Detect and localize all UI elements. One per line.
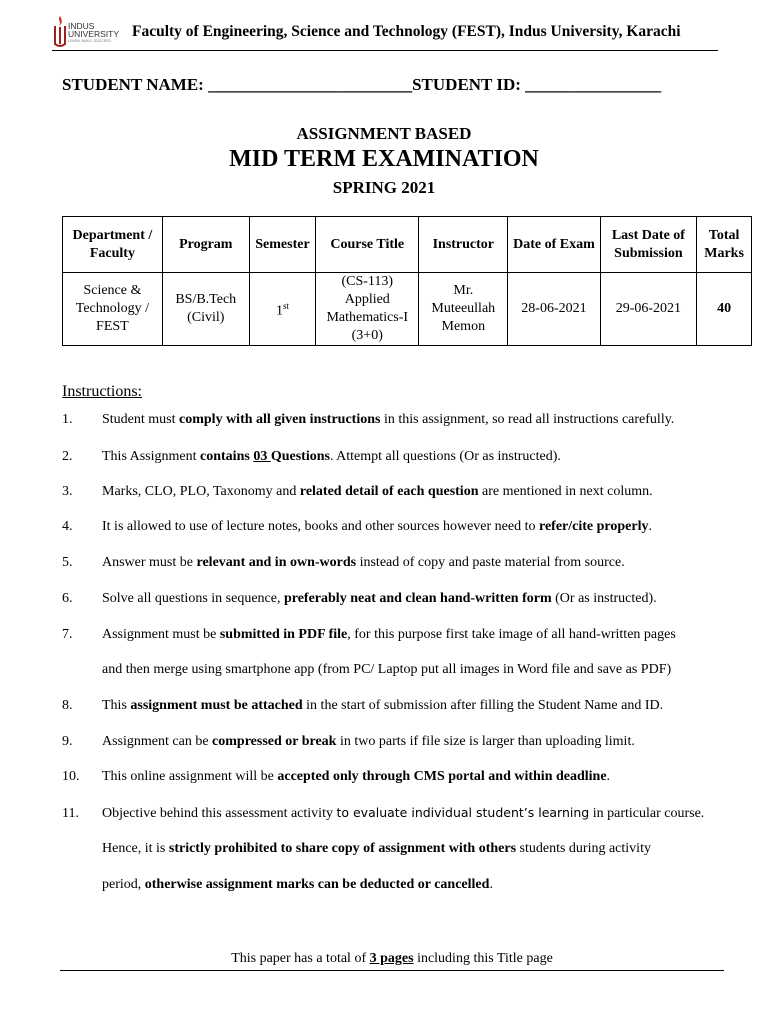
item-text: . <box>648 519 652 534</box>
item-text: Student must <box>102 412 180 427</box>
title-mid-term: MID TERM EXAMINATION <box>229 146 539 172</box>
item-bold: submitted in PDF file <box>219 627 348 642</box>
instruction-item <box>62 412 674 428</box>
item-bold: preferably neat and clean hand-written form <box>283 591 552 606</box>
item-bold: assignment must be attached <box>130 698 303 713</box>
item-text: Solve all questions in sequence, <box>102 591 284 606</box>
item-text: in particular course. <box>589 806 705 821</box>
instruction-item <box>62 555 625 571</box>
item-text: students during activity <box>516 841 651 856</box>
title-assignment-based: ASSIGNMENT BASED <box>296 124 472 143</box>
exam-info-table <box>62 216 752 346</box>
instruction-item <box>62 519 652 535</box>
item-bold-underline: 03 <box>253 449 271 464</box>
logo-line2: UNIVERSITY <box>68 29 120 39</box>
student-info-line <box>62 75 661 95</box>
cell-department: Science & Technology / FEST <box>63 273 163 346</box>
university-logo <box>52 14 126 48</box>
instruction-item <box>62 449 561 465</box>
item-text: . Attempt all questions (Or as instructed). <box>329 449 561 464</box>
item-bold: Questions <box>270 449 330 464</box>
item-number: 9. <box>62 734 73 749</box>
item-bold: contains <box>200 449 254 464</box>
header-total-marks: Total Marks <box>697 217 752 273</box>
header-course-title: Course Title <box>316 217 419 273</box>
item-bold: relevant and in own-words <box>196 555 357 570</box>
instruction-continuation <box>102 877 493 893</box>
instruction-item <box>62 484 653 500</box>
semester-suffix: st <box>282 301 289 312</box>
item-text: instead of copy and paste material from source. <box>356 555 625 570</box>
item-number: 6. <box>62 591 73 606</box>
item-bold: strictly prohibited to share copy of assignment with others <box>168 841 517 856</box>
footer-text: This paper has a total of <box>231 951 370 966</box>
item-number: 10. <box>62 769 80 784</box>
instruction-item <box>62 734 635 750</box>
table-row <box>63 273 752 346</box>
instruction-item <box>62 627 676 643</box>
item-text: Assignment must be <box>102 627 220 642</box>
item-text-sans: to evaluate individual student’s learning <box>336 805 590 820</box>
instruction-item <box>62 698 663 714</box>
student-id-field: ________________ <box>525 75 662 94</box>
header-title: Faculty of Engineering, Science and Technology (FEST), Indus University, Karachi <box>132 23 681 40</box>
item-text: Objective behind this assessment activity <box>102 806 337 821</box>
item-text: (Or as instructed). <box>551 591 657 606</box>
item-bold: compressed or break <box>212 734 337 749</box>
item-bold: accepted only through CMS portal and within deadline <box>277 769 607 784</box>
logo-line1: INDUS <box>68 21 95 31</box>
cell-course-title <box>316 273 419 346</box>
semester-value: 1 <box>275 303 283 319</box>
title-semester: SPRING 2021 <box>332 178 436 197</box>
cell-instructor: Mr. Muteeullah Memon <box>419 273 508 346</box>
cell-last-date: 29-06-2021 <box>600 273 697 346</box>
cell-date-exam: 28-06-2021 <box>508 273 600 346</box>
item-text: in the start of submission after filling the Student Name and ID. <box>302 698 664 713</box>
course-name: Applied Mathematics-I <box>326 292 409 325</box>
student-name-label: STUDENT NAME: <box>62 75 204 94</box>
header-semester: Semester <box>249 217 316 273</box>
item-text: in this assignment, so read all instructions carefully. <box>380 412 675 427</box>
item-text: This <box>102 698 131 713</box>
instruction-item <box>62 805 704 822</box>
item-bold: comply with all given instructions <box>179 412 381 427</box>
table-header-row <box>63 217 752 273</box>
student-name-field: ________________________ <box>208 75 413 94</box>
item-number: 4. <box>62 519 73 534</box>
header-date-exam: Date of Exam <box>508 217 600 273</box>
item-number: 8. <box>62 698 73 713</box>
item-text: This online assignment will be <box>102 769 278 784</box>
page-footer <box>60 951 724 971</box>
header-instructor: Instructor <box>419 217 508 273</box>
instruction-continuation <box>102 841 651 857</box>
item-bold: otherwise assignment marks can be deducted or cancelled <box>144 877 490 892</box>
torch-icon <box>52 14 68 48</box>
item-text: . <box>606 769 611 784</box>
item-number: 7. <box>62 627 73 642</box>
item-number: 2. <box>62 449 73 464</box>
cell-semester <box>249 273 316 346</box>
header-department: Department / Faculty <box>63 217 163 273</box>
item-text: Hence, it is <box>102 841 169 856</box>
footer-page-count: 3 pages <box>369 951 414 966</box>
item-text: period, <box>102 877 145 892</box>
instruction-item <box>62 591 657 607</box>
item-text: are mentioned in next column. <box>478 484 653 499</box>
item-text: . <box>489 877 493 892</box>
item-number: 3. <box>62 484 73 499</box>
cell-total-marks: 40 <box>697 273 752 346</box>
item-text: Marks, CLO, PLO, Taxonomy and <box>102 484 300 499</box>
item-number: 5. <box>62 555 73 570</box>
item-text: Assignment can be <box>102 734 213 749</box>
header-program: Program <box>162 217 249 273</box>
page-header <box>52 12 718 51</box>
item-text: Answer must be <box>102 555 197 570</box>
cell-program: BS/B.Tech (Civil) <box>162 273 249 346</box>
instruction-continuation: and then merge using smartphone app (from PC/ Laptop put all images in Word file and save as PDF) <box>102 662 672 677</box>
item-number: 1. <box>62 412 73 427</box>
footer-text: including this Title page <box>413 951 553 966</box>
item-bold: related detail of each question <box>299 484 479 499</box>
item-bold: refer/cite properly <box>539 519 649 534</box>
course-code: (CS-113) <box>341 274 394 289</box>
instructions-heading: Instructions: <box>62 383 142 400</box>
item-text: This Assignment <box>102 449 201 464</box>
header-last-date: Last Date of Submission <box>600 217 697 273</box>
item-text: in two parts if file size is larger than uploading limit. <box>336 734 635 749</box>
item-number: 11. <box>62 806 79 821</box>
logo-tagline: LEARN. BUILD. SUCCEED <box>68 39 111 43</box>
instruction-item <box>62 769 610 785</box>
course-credits: (3+0) <box>351 328 383 343</box>
item-text: It is allowed to use of lecture notes, books and other sources however need to <box>102 519 539 534</box>
item-text: , for this purpose first take image of all hand-written pages <box>347 627 676 642</box>
student-id-label: STUDENT ID: <box>412 75 521 94</box>
